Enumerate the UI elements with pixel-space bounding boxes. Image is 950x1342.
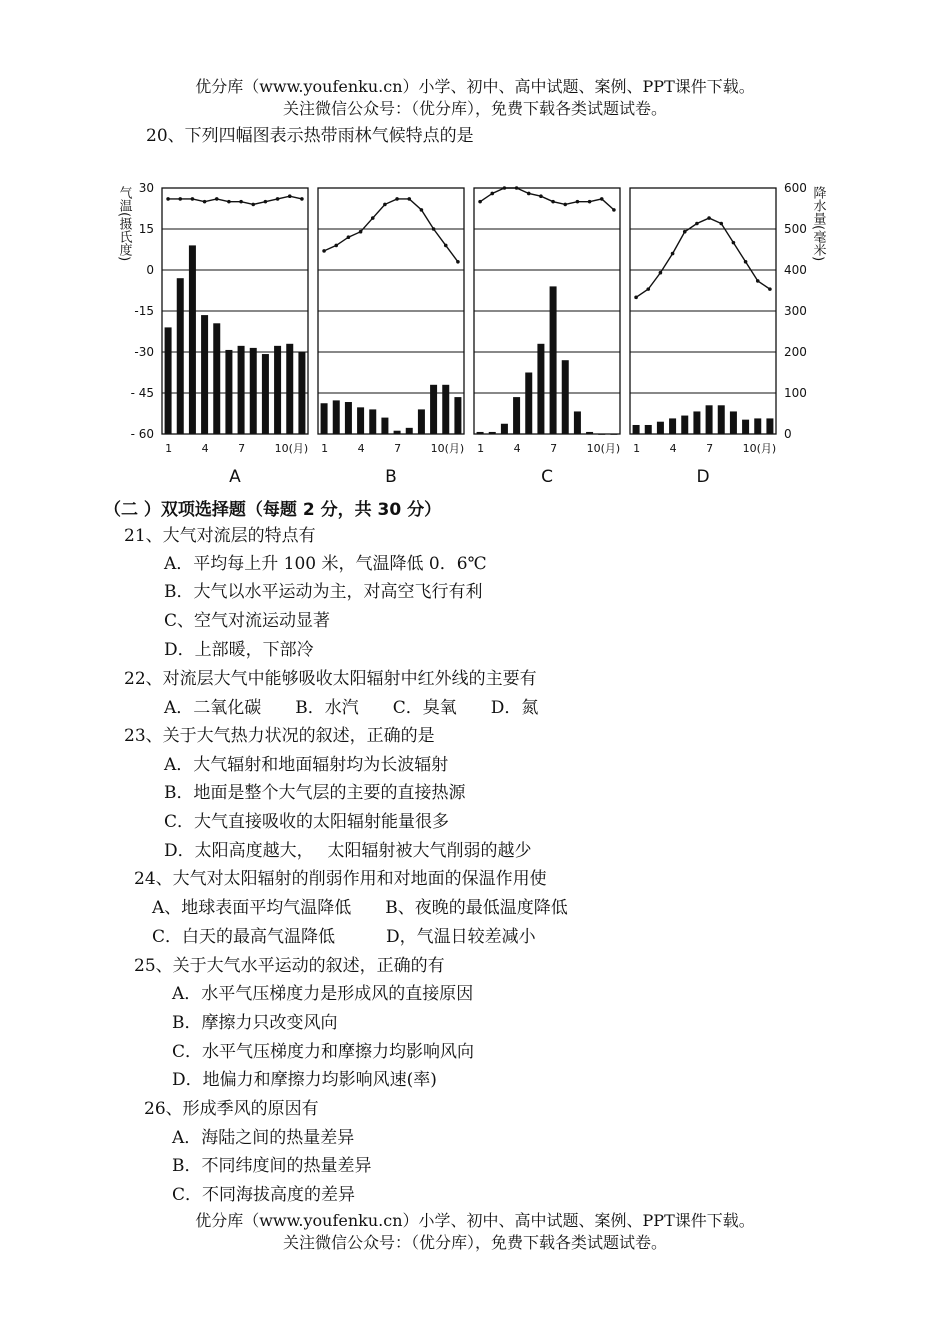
question-23-stem: 23、关于大气热力状况的叙述，正确的是: [124, 726, 435, 746]
temperature-point: [239, 200, 243, 204]
precip-bar: [501, 424, 508, 434]
month-tick-label: 1: [633, 442, 641, 455]
left-tick-label: -30: [134, 345, 154, 359]
precip-bar: [418, 409, 425, 434]
precip-bar: [442, 385, 449, 434]
temperature-point: [756, 279, 760, 283]
temperature-point: [264, 200, 268, 204]
left-tick-label: -15: [134, 304, 154, 318]
precip-bar: [201, 315, 208, 434]
temperature-point: [646, 287, 650, 291]
question-24-options-ab: A、地球表面平均气温降低 B、夜晚的最低温度降低: [152, 898, 568, 918]
temperature-line: [636, 218, 770, 297]
question-21-stem: 21、大气对流层的特点有: [124, 526, 316, 546]
question-25-option-d: D．地偏力和摩擦力均影响风速(率): [172, 1070, 437, 1090]
precip-bar: [165, 327, 172, 434]
precip-bar: [345, 402, 352, 434]
left-tick-label: - 45: [130, 386, 154, 400]
question-26-option-a: A．海陆之间的热量差异: [172, 1128, 355, 1148]
temperature-line: [168, 196, 302, 204]
panel-label-c: C: [541, 467, 553, 487]
left-tick-label: 0: [146, 263, 154, 277]
temperature-point: [551, 200, 555, 204]
precip-bar: [489, 432, 496, 434]
temperature-point: [563, 203, 567, 207]
left-tick-label: 15: [138, 222, 154, 236]
right-tick-label: 500: [784, 222, 807, 236]
precip-bar: [550, 286, 557, 434]
month-tick-label: 4: [357, 442, 365, 455]
question-24-options-cd: C．白天的最高气温降低 D，气温日较差减小: [152, 927, 536, 947]
question-22-stem: 22、对流层大气中能够吸收太阳辐射中红外线的主要有: [124, 669, 537, 689]
precip-bar: [213, 323, 220, 434]
right-tick-label: 0: [784, 427, 792, 441]
temperature-point: [407, 197, 411, 201]
header-line-2: 关注微信公众号：（优分库），免费下载各类试题试卷。: [282, 99, 667, 118]
precip-bar: [562, 360, 569, 434]
question-21-option-d: D．上部暖，下部冷: [164, 640, 314, 660]
precip-bar: [298, 352, 305, 434]
precip-bar: [598, 434, 605, 435]
temperature-point: [634, 296, 638, 300]
temperature-point: [515, 186, 519, 190]
temperature-line: [480, 188, 614, 210]
precip-bar: [430, 385, 437, 434]
header-line-1: 优分库（www.youfenku.cn）小学、初中、高中试题、案例、PPT课件下载。: [195, 77, 755, 96]
right-axis-label: 降水量(毫米): [810, 186, 826, 262]
temperature-point: [671, 252, 675, 256]
footer-line-2: 关注微信公众号：（优分库），免费下载各类试题试卷。: [282, 1233, 667, 1252]
temperature-point: [191, 197, 195, 201]
temperature-point: [420, 208, 424, 212]
precip-bar: [706, 405, 713, 434]
question-21-option-b: B．大气以水平运动为主，对高空飞行有利: [164, 582, 483, 602]
right-tick-label: 600: [784, 181, 807, 195]
precip-bar: [742, 420, 749, 434]
panel-label-d: D: [696, 467, 710, 487]
precip-bar: [645, 425, 652, 434]
precip-bar: [189, 245, 196, 434]
left-tick-label: 30: [138, 181, 154, 195]
temperature-point: [347, 235, 351, 239]
temperature-point: [707, 216, 711, 220]
temperature-point: [478, 200, 482, 204]
precip-bar: [321, 403, 328, 434]
question-26-stem: 26、形成季风的原因有: [144, 1099, 319, 1119]
temperature-point: [300, 197, 304, 201]
month-tick-label: 7: [394, 442, 402, 455]
precip-bar: [357, 407, 364, 434]
temperature-point: [215, 197, 219, 201]
month-tick-label: 10(月): [742, 442, 777, 455]
precip-bar: [274, 346, 281, 434]
temperature-point: [719, 222, 723, 226]
temperature-point: [395, 197, 399, 201]
precip-bar: [718, 405, 725, 434]
precip-bar: [238, 346, 245, 434]
temperature-point: [490, 192, 494, 196]
temperature-point: [612, 208, 616, 212]
climate-charts: [110, 176, 830, 491]
panel-label-a: A: [229, 467, 241, 487]
precip-bar: [610, 434, 617, 435]
precip-bar: [513, 397, 520, 434]
temperature-point: [732, 241, 736, 245]
section-title: （二 ）双项选择题（每题 2 分，共 30 分）: [104, 500, 442, 520]
temperature-point: [768, 287, 772, 291]
question-20: 20、下列四幅图表示热带雨林气候特点的是: [146, 126, 474, 146]
month-tick-label: 1: [477, 442, 485, 455]
month-tick-label: 1: [321, 442, 329, 455]
temperature-point: [444, 244, 448, 248]
month-tick-label: 7: [706, 442, 714, 455]
question-26-option-c: C．不同海拔高度的差异: [172, 1185, 356, 1205]
temperature-point: [695, 222, 699, 226]
temperature-point: [600, 197, 604, 201]
temperature-point: [576, 200, 580, 204]
precip-bar: [766, 418, 773, 434]
precip-bar: [537, 344, 544, 434]
month-tick-label: 1: [165, 442, 173, 455]
precip-bar: [250, 348, 257, 434]
temperature-line: [324, 199, 458, 262]
temperature-point: [227, 200, 231, 204]
temperature-point: [276, 197, 280, 201]
temperature-point: [371, 216, 375, 220]
question-23-option-a: A．大气辐射和地面辐射均为长波辐射: [164, 755, 449, 775]
question-26-option-b: B．不同纬度间的热量差异: [172, 1156, 372, 1176]
question-23-option-b: B．地面是整个大气层的主要的直接热源: [164, 783, 466, 803]
precip-bar: [454, 397, 461, 434]
question-25-option-c: C．水平气压梯度力和摩擦力均影响风向: [172, 1042, 475, 1062]
temperature-point: [588, 200, 592, 204]
temperature-point: [359, 230, 363, 234]
month-tick-label: 7: [238, 442, 246, 455]
precip-bar: [477, 432, 484, 434]
question-25-option-a: A．水平气压梯度力是形成风的直接原因: [172, 984, 474, 1004]
temperature-point: [322, 249, 326, 253]
precip-bar: [693, 411, 700, 434]
left-axis-label: 气温(摄氏度): [116, 186, 132, 262]
question-21-option-a: A．平均每上升 100 米，气温降低 0．6℃: [164, 554, 487, 574]
temperature-point: [166, 197, 170, 201]
left-tick-label: - 60: [130, 427, 154, 441]
question-25-stem: 25、关于大气水平运动的叙述，正确的有: [134, 956, 445, 976]
panel-label-b: B: [385, 467, 397, 487]
precip-bar: [369, 409, 376, 434]
question-23-option-d: D．太阳高度越大， 太阳辐射被大气削弱的越少: [164, 841, 532, 861]
precip-bar: [669, 418, 676, 434]
temperature-point: [203, 200, 207, 204]
question-22-options: A．二氧化碳 B．水汽 C．臭氧 D．氮: [164, 698, 539, 718]
precip-bar: [586, 432, 593, 434]
footer-line-1: 优分库（www.youfenku.cn）小学、初中、高中试题、案例、PPT课件下载。: [195, 1211, 755, 1230]
temperature-point: [527, 192, 531, 196]
right-tick-label: 300: [784, 304, 807, 318]
precip-bar: [286, 344, 293, 434]
precip-bar: [525, 373, 532, 435]
precip-bar: [633, 425, 640, 434]
month-tick-label: 7: [550, 442, 558, 455]
precip-bar: [681, 416, 688, 434]
temperature-point: [659, 271, 663, 275]
temperature-point: [503, 186, 507, 190]
temperature-point: [288, 194, 292, 198]
temperature-point: [432, 227, 436, 231]
precip-bar: [225, 350, 232, 434]
precip-bar: [333, 400, 340, 434]
right-tick-label: 100: [784, 386, 807, 400]
temperature-point: [383, 203, 387, 207]
precip-bar: [754, 418, 761, 434]
right-tick-label: 200: [784, 345, 807, 359]
precip-bar: [657, 422, 664, 434]
month-tick-label: 10(月): [430, 442, 465, 455]
temperature-point: [178, 197, 182, 201]
precip-bar: [381, 418, 388, 434]
temperature-point: [539, 194, 543, 198]
temperature-point: [334, 244, 338, 248]
temperature-point: [744, 260, 748, 264]
month-tick-label: 4: [669, 442, 677, 455]
month-tick-label: 4: [201, 442, 209, 455]
precip-bar: [574, 411, 581, 434]
question-23-option-c: C．大气直接吸收的太阳辐射能量很多: [164, 812, 450, 832]
month-tick-label: 4: [513, 442, 521, 455]
right-tick-label: 400: [784, 263, 807, 277]
temperature-point: [251, 203, 255, 207]
month-tick-label: 10(月): [274, 442, 309, 455]
month-tick-label: 10(月): [586, 442, 621, 455]
precip-bar: [406, 428, 413, 434]
question-25-option-b: B．摩擦力只改变风向: [172, 1013, 338, 1033]
temperature-point: [683, 230, 687, 234]
precip-bar: [394, 431, 401, 434]
precip-bar: [730, 411, 737, 434]
precip-bar: [262, 354, 269, 434]
precip-bar: [177, 278, 184, 434]
temperature-point: [456, 260, 460, 264]
question-24-stem: 24、大气对太阳辐射的削弱作用和对地面的保温作用使: [134, 869, 547, 889]
question-21-option-c: C、空气对流运动显著: [164, 611, 331, 631]
